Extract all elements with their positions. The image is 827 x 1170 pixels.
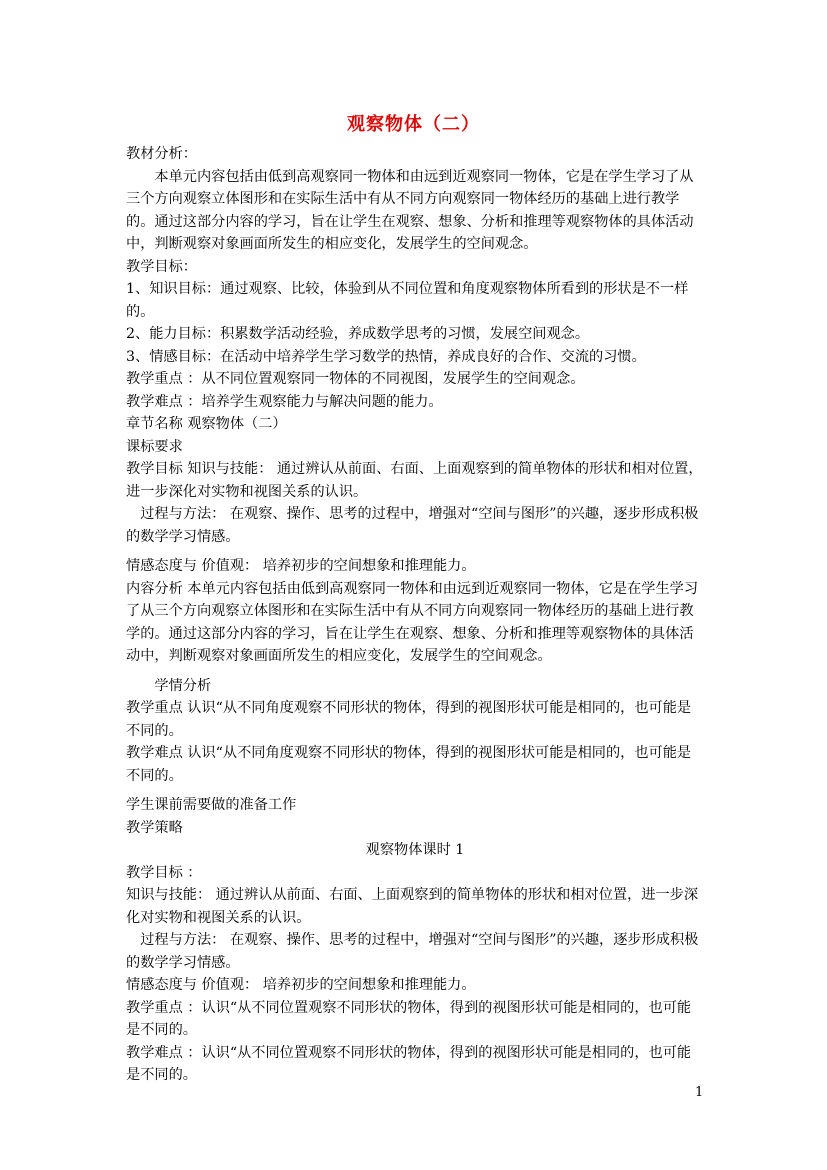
document-title: 观察物体（二）	[347, 114, 480, 135]
line-attitude-values-2: 情感态度与 价值观： 培养初步的空间想象和推理能力。	[126, 977, 476, 993]
line-student-analysis: 学情分析	[154, 677, 212, 694]
line-attitude-values: 情感态度与 价值观： 培养初步的空间想象和推理能力。	[126, 558, 476, 574]
line-knowledge-goal: 1、知识目标：通过观察、比较，体验到从不同位置和角度观察物体所看到的形状是不一样的。	[126, 281, 689, 320]
line-difficulty-3: 教学难点 ：认识“从不同位置观察不同形状的物体，得到的视图形状可能是相同的，也可能是不同的。	[126, 1044, 692, 1083]
line-preparation: 学生课前需要做的准备工作	[126, 797, 297, 813]
document-body	[126, 143, 704, 1087]
line-ability-goal: 2、能力目标：积累数学活动经验，养成数学思考的习惯，发展空间观念。	[126, 326, 590, 342]
line-difficulty-2: 教学难点 认识“从不同角度观察不同形状的物体，得到的视图形状可能是相同的，也可能是不同的。	[126, 745, 692, 784]
line-textbook-analysis-text: 本单元内容包括由低到高观察同一物体和由远到近观察同一物体，它是在学生学习了从三个方向观察立体图形和在实际生活中有从不同方向观察同一物体经历的基础上进行教学的。通过这部分内容的学习，旨在让学生在观察、想象、分析和推理等观察物体的具体活动中，判断观察对象画面所发生的相应变化，发展学生的空间观念。	[126, 168, 694, 252]
line-key-point-2: 教学重点 认识“从不同角度观察不同形状的物体，得到的视图形状可能是相同的，也可能是不同的。	[126, 700, 692, 739]
line-key-point: 教学重点 ：从不同位置观察同一物体的不同视图，发展学生的空间观念。	[126, 371, 585, 387]
line-goal-knowledge-skills: 教学目标 知识与技能： 通过辨认从前面、右面、上面观察到的简单物体的形状和相对位置，进一步深化对实物和视图关系的认识。	[126, 461, 703, 500]
line-process-method-2: 过程与方法： 在观察、操作、思考的过程中，增强对“空间与图形”的兴趣，逐步形成积极的数学学习情感。	[126, 932, 699, 971]
line-content-analysis: 内容分析 本单元内容包括由低到高观察同一物体和由远到近观察同一物体，它是在学生学习了从三个方向观察立体图形和在实际生活中有从不同方向观察同一物体经历的基础上进行教学的。通过这部分内容的学习，旨在让学生在观察、想象、分析和推理等观察物体的具体活动中，判断观察对象画面所发生的相应变化，发展学生的空间观念。	[126, 580, 699, 664]
line-difficulty: 教学难点 ：培养学生观察能力与解决问题的能力。	[126, 393, 443, 410]
line-curriculum-requirements: 课标要求	[126, 438, 183, 455]
line-chapter-name: 章节名称 观察物体（二）	[126, 416, 287, 432]
line-teaching-goals-2: 教学目标 ：	[126, 864, 202, 881]
line-lesson-title: 观察物体课时 1	[365, 842, 465, 858]
line-key-point-3: 教学重点 ：认识“从不同位置观察不同形状的物体，得到的视图形状可能是相同的，也可能是不同的。	[126, 999, 692, 1038]
page-number: 1	[695, 1085, 704, 1100]
line-emotion-goal: 3、情感目标：在活动中培养学生学习数学的热情，养成良好的合作、交流的习惯。	[126, 348, 646, 365]
line-process-method: 过程与方法： 在观察、操作、思考的过程中，增强对“空间与图形”的兴趣，逐步形成积极的数学学习情感。	[126, 506, 699, 545]
line-teaching-strategy: 教学策略	[126, 819, 183, 836]
line-teaching-goals-heading: 教学目标：	[126, 258, 197, 275]
line-knowledge-skills-2: 知识与技能： 通过辨认从前面、右面、上面观察到的简单物体的形状和相对位置，进一步深化对实物和视图关系的认识。	[126, 887, 699, 926]
line-textbook-analysis-heading: 教材分析：	[126, 146, 197, 162]
